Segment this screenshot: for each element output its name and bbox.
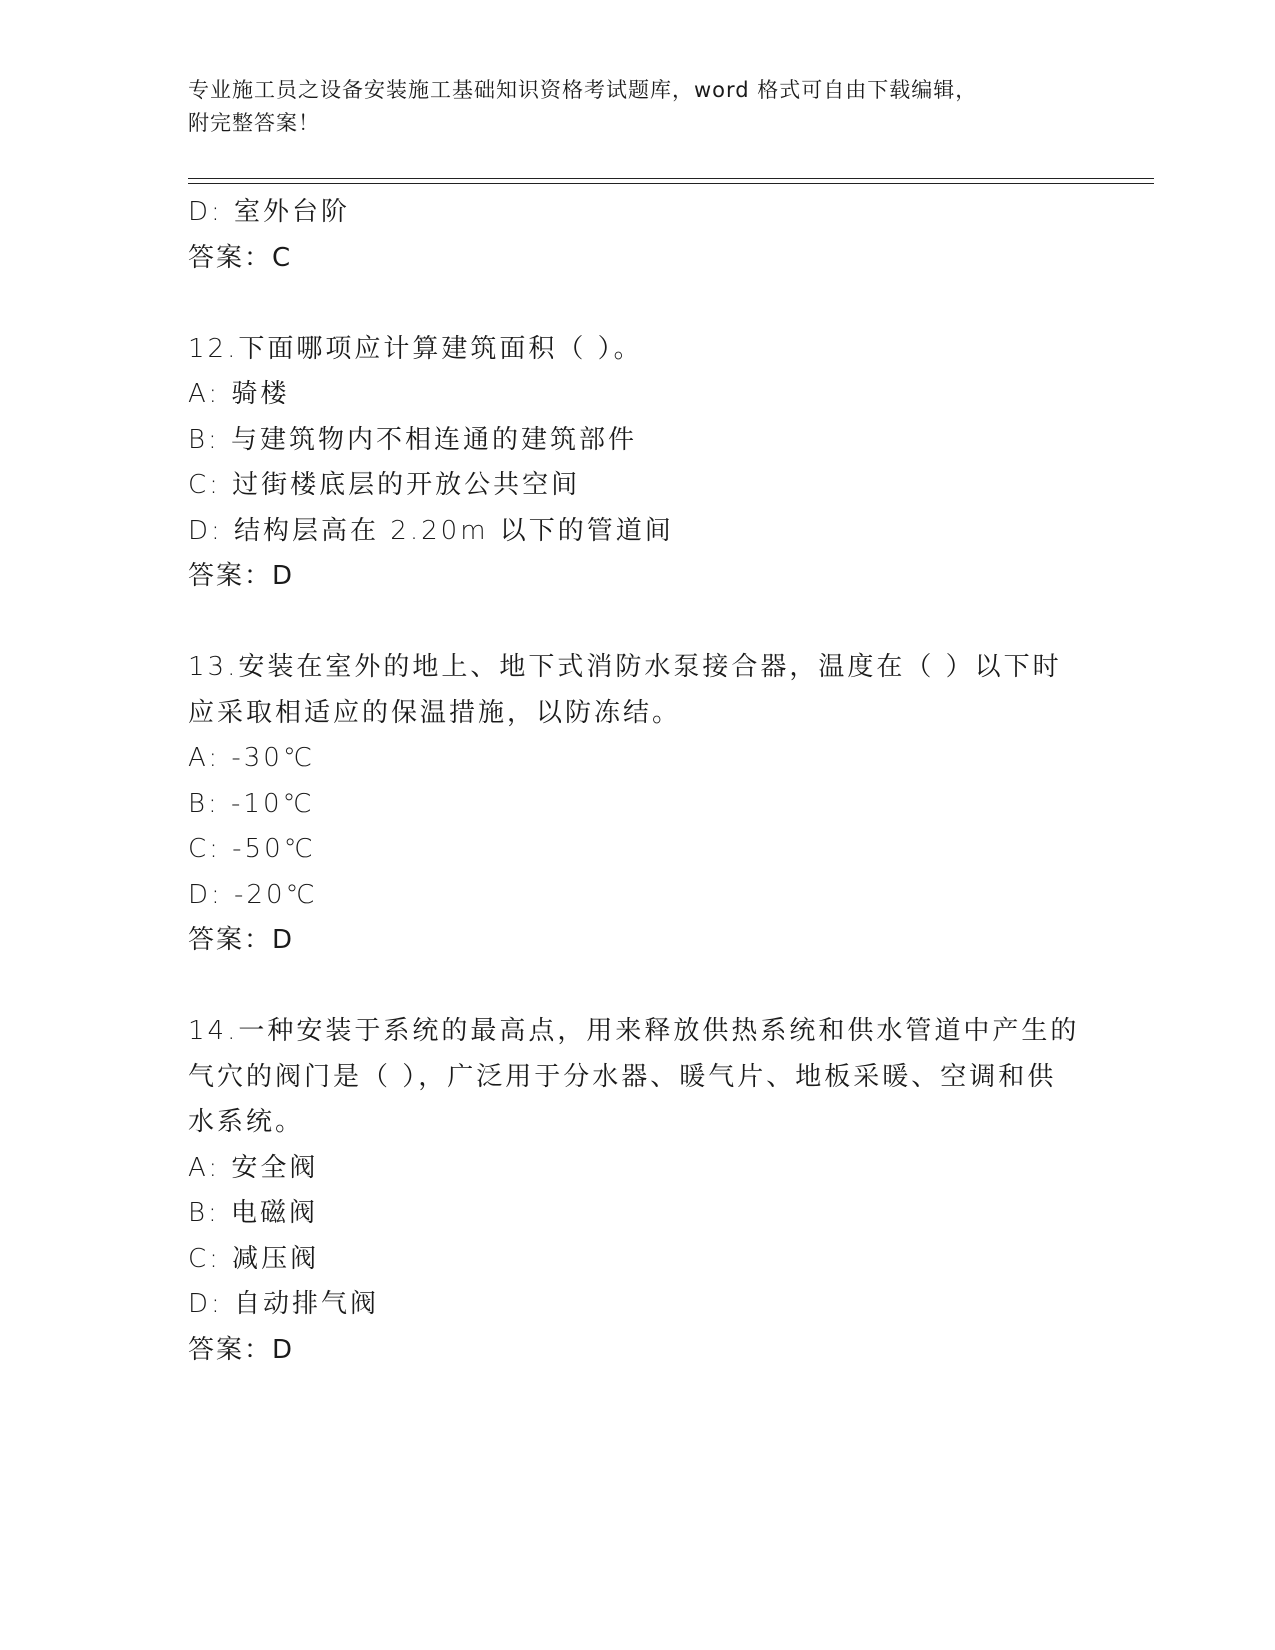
question-12-option-a: A: 骑楼 xyxy=(188,379,290,409)
prev-answer: 答案：C xyxy=(188,242,293,273)
question-13 xyxy=(188,645,1088,964)
question-14 xyxy=(188,1009,1088,1373)
question-content xyxy=(188,190,1088,1373)
spacer xyxy=(188,964,1088,1010)
question-14-option-c: C: 减压阀 xyxy=(188,1243,320,1274)
document-header xyxy=(188,74,1088,140)
question-12 xyxy=(188,327,1088,600)
question-13-option-a: A: -30℃ xyxy=(188,743,316,773)
header-line-2: 附完整答案！ xyxy=(188,111,320,135)
question-14-option-d: D: 自动排气阀 xyxy=(188,1289,380,1319)
question-13-option-d: D: -20℃ xyxy=(188,879,318,910)
header-divider-top xyxy=(188,178,1154,179)
question-13-option-b: B: -10℃ xyxy=(188,788,315,819)
spacer xyxy=(188,600,1088,646)
question-12-option-b: B: 与建筑物内不相连通的建筑部件 xyxy=(188,424,638,455)
question-12-text: 12.下面哪项应计算建筑面积（ ）。 xyxy=(188,333,643,364)
header-divider-bottom xyxy=(188,183,1154,184)
question-12-answer: 答案：D xyxy=(188,561,295,591)
prev-option-d: D: 室外台阶 xyxy=(188,197,351,227)
question-14-text-line-3: 水系统。 xyxy=(188,1107,305,1137)
spacer xyxy=(188,281,1088,327)
question-13-answer: 答案：D xyxy=(188,925,295,955)
question-14-text-line-1: 14.一种安装于系统的最高点，用来释放供热系统和供水管道中产生的 xyxy=(188,1016,1080,1046)
question-13-text-line-2: 应采取相适应的保温措施，以防冻结。 xyxy=(188,697,682,728)
question-12-option-d: D: 结构层高在 2.20m 以下的管道间 xyxy=(188,515,674,546)
question-13-option-c: C: -50℃ xyxy=(188,834,316,864)
question-12-option-c: C: 过街楼底层的开放公共空间 xyxy=(188,470,581,500)
question-14-answer: 答案：D xyxy=(188,1334,295,1365)
question-13-text-line-1: 13.安装在室外的地上、地下式消防水泵接合器，温度在（ ）以下时 xyxy=(188,652,1062,682)
question-14-option-a: A: 安全阀 xyxy=(188,1152,319,1183)
question-14-text-line-2: 气穴的阀门是（ ），广泛用于分水器、暖气片、地板采暖、空调和供 xyxy=(188,1061,1057,1092)
header-line-1: 专业施工员之设备安装施工基础知识资格考试题库，word 格式可自由下载编辑， xyxy=(188,78,978,102)
question-14-option-b: B: 电磁阀 xyxy=(188,1198,319,1228)
